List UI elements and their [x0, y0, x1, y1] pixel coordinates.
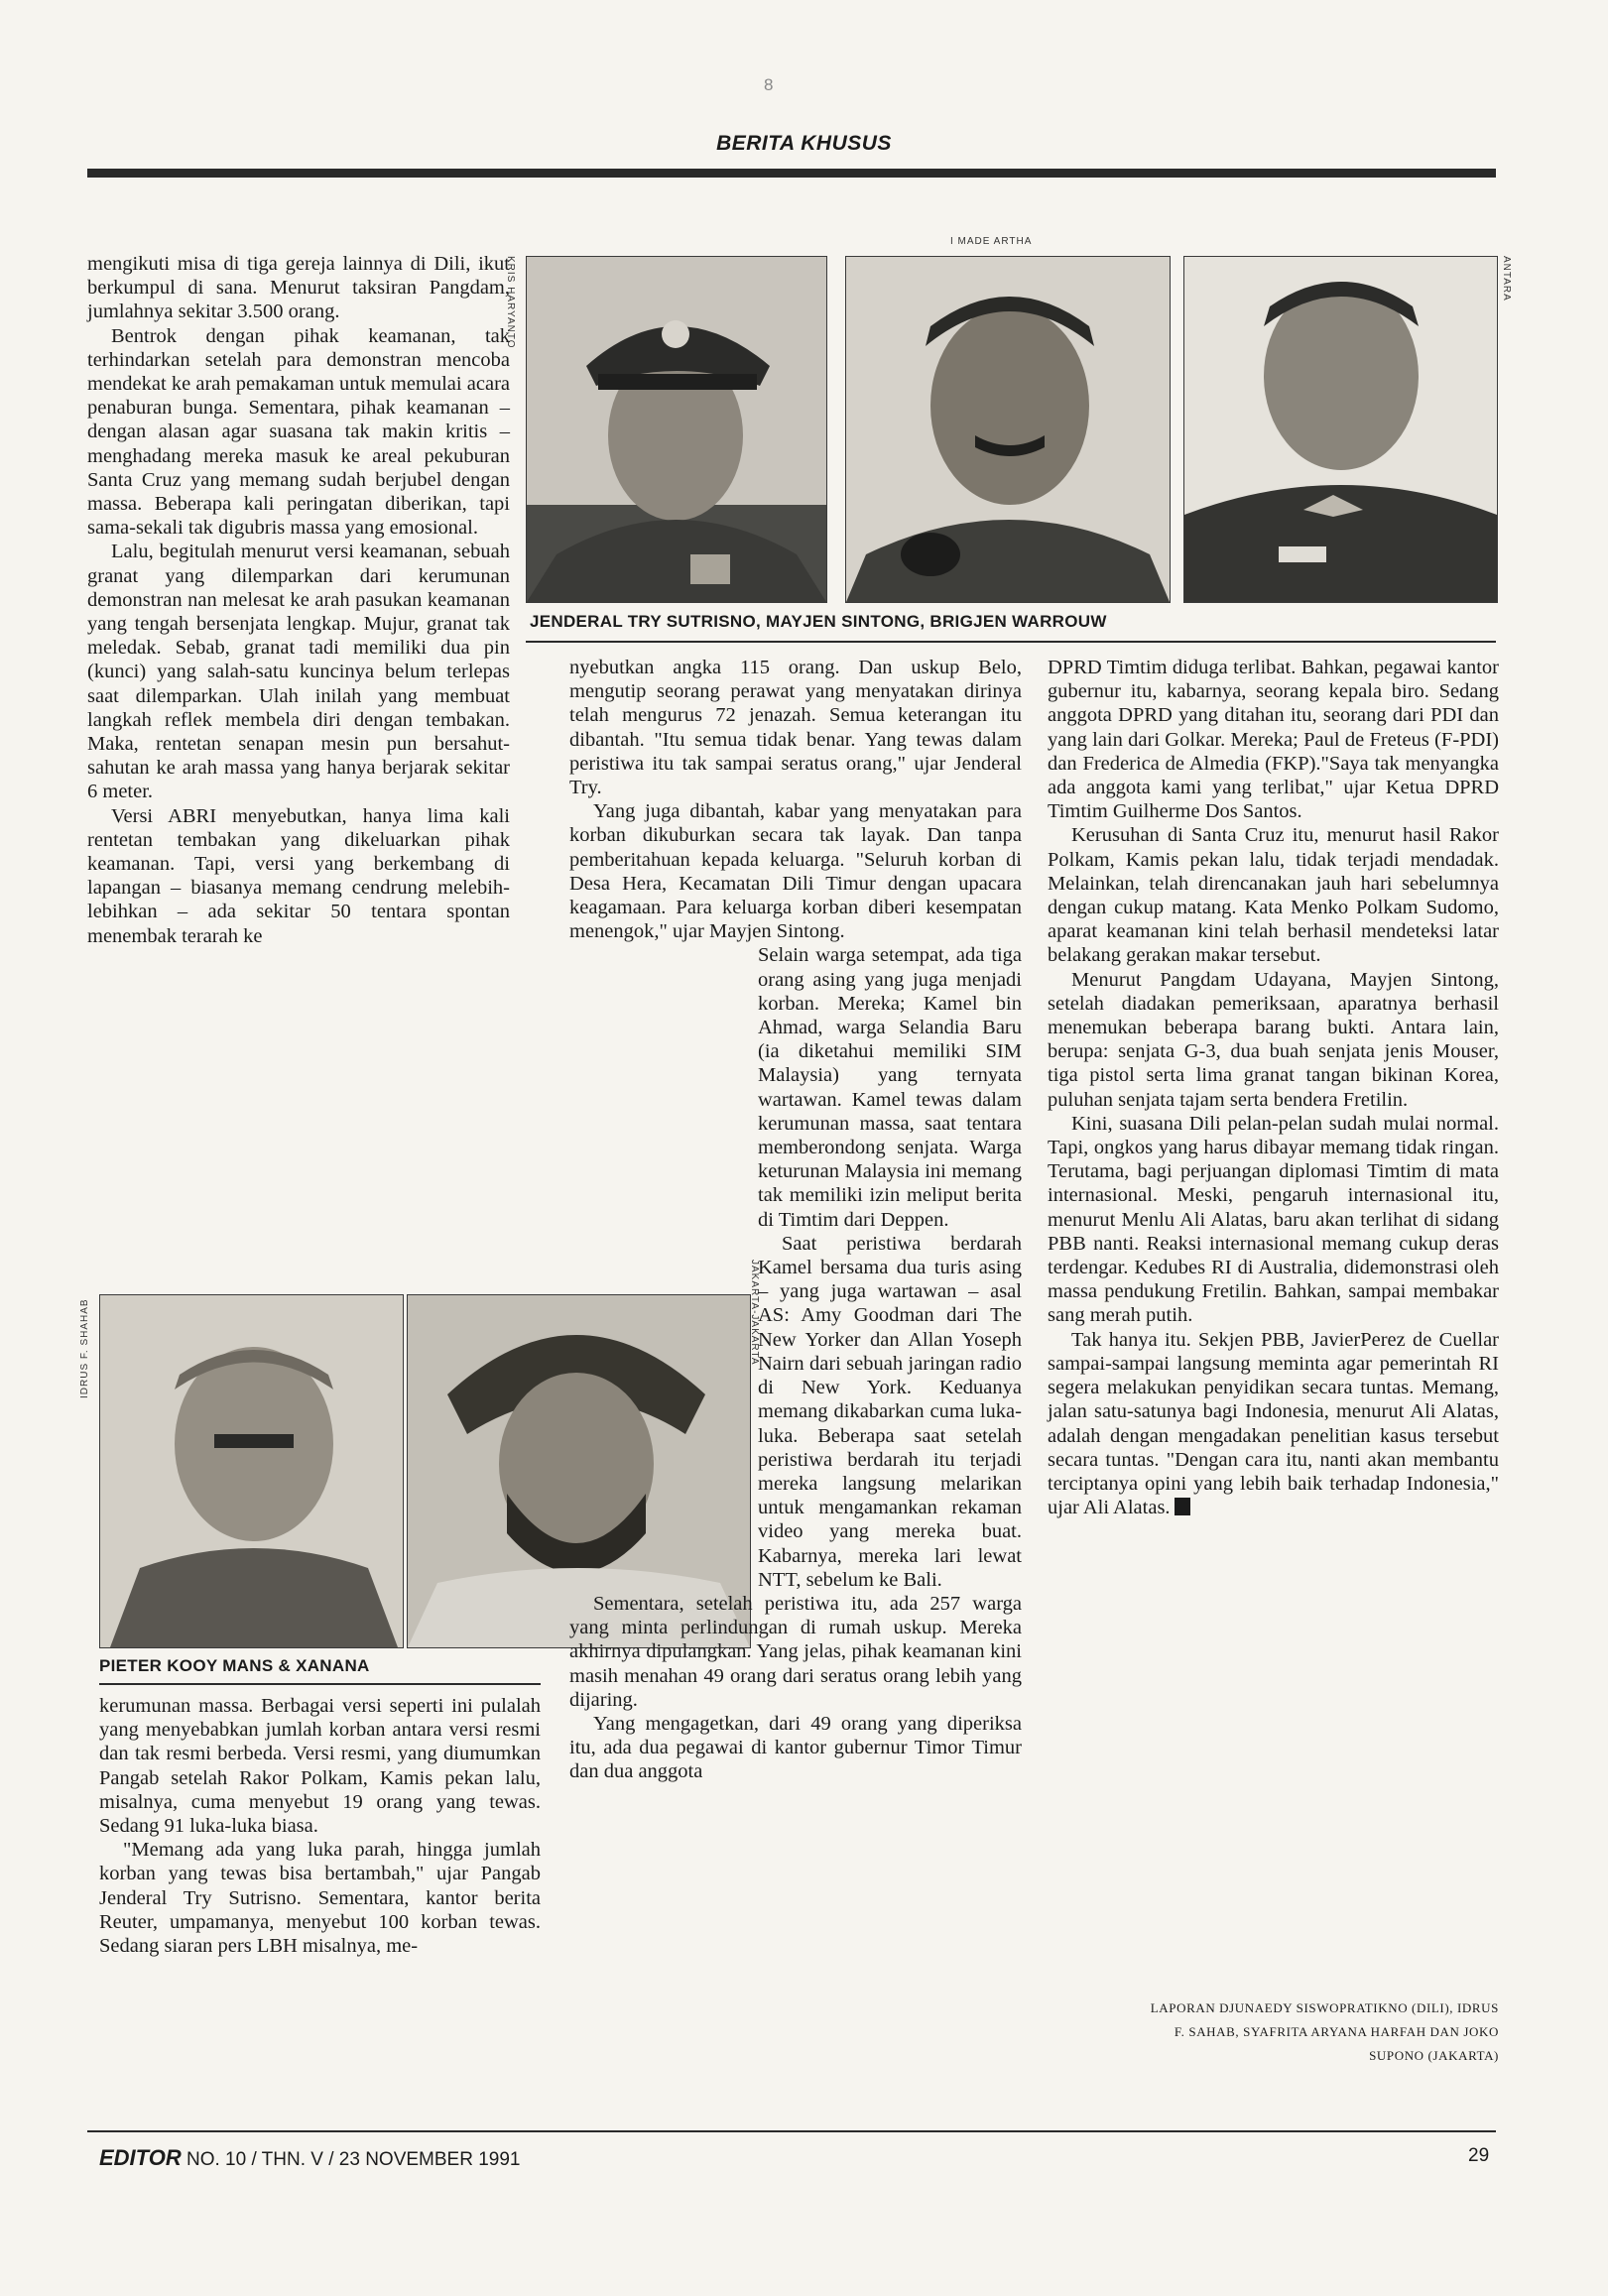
- photo-sintong: [845, 256, 1171, 603]
- photo-credit-idrus-shahab: IDRUS F. SHAHAB: [79, 1298, 90, 1398]
- photo-warrouw: [1183, 256, 1498, 603]
- paragraph: Kerusuhan di Santa Cruz itu, menurut hasil Rakor Polkam, Kamis pekan lalu, tidak terjadi mendadak. Melainkan, telah direncanakan jauh hari sebelumnya dengan cukup matang. Kata Menko Polkam Sudomo, aparat keamanan kini telah berhasil mendeteksi latar belakang gerakan makar tersebut.: [1048, 824, 1499, 967]
- paragraph: Selain warga setempat, ada tiga orang asing yang juga menjadi korban. Mereka; Kamel bin Ahmad, warga Selandia Baru (ia diketahui memiliki SIM Malaysia) yang ternyata wartawan. Kamel tewas dalam kerumunan massa, saat tentara memberondong senjata. Warga keturunan Malaysia ini memang tak memiliki izin meliput berita di Timtim dari Deppen.: [758, 944, 1022, 1231]
- report-credit-line: F. SAHAB, SYAFRITA ARYANA HARFAH DAN JOKO: [1174, 2024, 1499, 2039]
- end-mark-icon: [1175, 1498, 1190, 1515]
- page-mark: 8: [764, 75, 774, 94]
- report-credit: [1048, 1996, 1499, 2068]
- footer-brand: EDITOR: [99, 2145, 182, 2170]
- column-c: [1048, 656, 1499, 1519]
- paragraph: Lalu, begitulah menurut versi keamanan, sebuah granat yang dilemparkan dari kerumunan demonstran nan melesat ke arah pasukan keamanan yang tengah bersenjata lengkap. Mujur, granat tak meledak. Sebab, granat tadi memiliki dua pin (kunci) yang salah-satu kuncinya belum terlepas saat dilemparkan. Ulah inilah yang membuat langkah reflek membela diri dengan tembakan. Maka, rentetan senapan mesin pun bersahut-sahutan ke arah massa yang hanya berjarak sekitar 6 meter.: [87, 541, 510, 803]
- column-a-bottom: [99, 1694, 541, 1958]
- footer-issue: [99, 2145, 521, 2171]
- report-credit-line: LAPORAN DJUNAEDY SISWOPRATIKNO (DILI), IDRUS: [1150, 2000, 1499, 2015]
- paragraph: DPRD Timtim diduga terlibat. Bahkan, pegawai kantor gubernur itu, kabarnya, seorang kepala biro. Sedang anggota DPRD yang ditahan itu, seorang dari PDI dan yang lain dari Golkar. Mereka; Paul de Freteus (F-PDI) dan Frederica de Almedia (FKP)."Saya tak menyangka ada anggota kami yang terlibat," ujar Ketua DPRD Timtim Guilherme Dos Santos.: [1048, 657, 1499, 823]
- portrait-older-man-icon: [100, 1295, 403, 1647]
- paragraph: nyebutkan angka 115 orang. Dan uskup Belo, mengutip seorang perawat yang menyatakan dirinya telah mengurus 72 jenazah. Semua keterangan itu dibantah. "Itu semua tidak benar. Yang tewas dalam peristiwa itu tak sampai seratus orang," ujar Jenderal Try.: [569, 657, 1022, 799]
- paragraph: Yang mengagetkan, dari 49 orang yang diperiksa itu, ada dua pegawai di kantor gubernur Timor Timur dan dua anggota: [569, 1712, 1022, 1783]
- photo-pieter-kooy-mans: [99, 1294, 404, 1648]
- paragraph: "Memang ada yang luka parah, hingga jumlah korban yang tewas bisa bertambah," ujar Pangab Jenderal Try Sutrisno. Sementara, kantor berita Reuter, umpamanya, menyebut 100 korban tewas. Sedang siaran pers LBH misalnya, me-: [99, 1839, 541, 1958]
- portrait-officer-cap-icon: [527, 257, 826, 602]
- column-b: [569, 656, 1022, 1784]
- paragraph: Sementara, setelah peristiwa itu, ada 257 warga yang minta perlindungan di rumah uskup. Mereka akhirnya dipulangkan. Yang jelas, pihak keamanan kini masih menahan 49 orang dari seratus orang lebih yang dijaring.: [569, 1592, 1022, 1711]
- page-number: 29: [1468, 2145, 1490, 2166]
- portrait-officer-beret-icon: [1184, 257, 1497, 602]
- paragraph-last: [1048, 1328, 1499, 1520]
- report-credit-line: SUPONO (JAKARTA): [1369, 2048, 1499, 2063]
- photo-credit-antara: ANTARA: [1501, 256, 1512, 302]
- paragraph-text: Tak hanya itu. Sekjen PBB, JavierPerez de Cuellar sampai-sampai langsung meminta agar pemerintah RI segera melakukan penyidikan secara tuntas. Memang, jalan satu-satunya bagi Indonesia, menurut Ali Alatas, adalah dengan mengadakan penelitian kasus tersebut secara tuntas. "Dengan cara itu, nanti akan membantu terciptanya opini yang lebih baik terhadap Indonesia," ujar Ali Alatas.: [1048, 1328, 1499, 1519]
- paragraph: Versi ABRI menyebutkan, hanya lima kali rentetan tembakan yang dikeluarkan pihak keamanan. Tapi, versi yang berkembang di lapangan – biasanya memang cendrung melebih-lebihkan – ada sekitar 50 tentara spontan menembak terarah ke: [87, 804, 510, 947]
- photo-caption-top: JENDERAL TRY SUTRISNO, MAYJEN SINTONG, BRIGJEN WARROUW: [530, 612, 1107, 631]
- photo-credit-jakarta-jakarta: JAKARTA-JAKARTA: [749, 1260, 760, 1366]
- paragraph: kerumunan massa. Berbagai versi seperti ini pulalah yang menyebabkan jumlah korban antara versi resmi dan tak resmi berbeda. Versi resmi, yang diumumkan Pangab setelah Rakor Polkam, Kamis pekan lalu, misalnya, cuma menyebut 19 orang yang tewas. Sedang 91 luka-luka biasa.: [99, 1695, 541, 1838]
- caption-rule-top: [526, 641, 1496, 643]
- caption-rule-bottom: [99, 1683, 541, 1685]
- photo-credit-kris-haryanto: KRIS HARYANTO: [505, 256, 516, 349]
- header-rule: [87, 169, 1496, 178]
- paragraph: mengikuti misa di tiga gereja lainnya di Dili, ikut berkumpul di sana. Menurut taksiran Pangdam, jumlahnya sekitar 3.500 orang.: [87, 253, 510, 323]
- paragraph: Kini, suasana Dili pelan-pelan sudah mulai normal. Tapi, ongkos yang harus dibayar memang tidak ringan. Terutama, bagi perjuangan diplomasi Timtim di mata internasional. Meski, pengaruh internasional itu, menurut Menlu Ali Alatas, baru akan terlihat di sidang PBB nanti. Reaksi internasional memang cukup deras terdengar. Kedubes RI di Australia, didemonstrasi oleh massa pendukung Fretilin. Bahkan, sampai membakar sang merah putih.: [1048, 1112, 1499, 1327]
- paragraph: Bentrok dengan pihak keamanan, tak terhindarkan setelah para demonstran mencoba mendekat ke arah pemakaman untuk memulai acara penaburan bunga. Sementara, pihak keamanan – dengan alasan agar suasana tak makin kritis – menghadang mereka masuk ke areal pekuburan Santa Cruz yang memang sudah berjubel dengan massa. Beberapa kali peringatan diberikan, tapi sama-sekali tak digubris massa yang emosional.: [87, 324, 510, 540]
- photo-credit-i-made-artha: I MADE ARTHA: [950, 236, 1033, 247]
- photo-try-sutrisno: [526, 256, 827, 603]
- portrait-officer-moustache-icon: [846, 257, 1170, 602]
- footer-issue-text: NO. 10 / THN. V / 23 NOVEMBER 1991: [186, 2149, 521, 2170]
- footer-rule: [87, 2130, 1496, 2132]
- paragraph: Yang juga dibantah, kabar yang menyatakan para korban dikuburkan secara tak layak. Dan tanpa pemberitahuan kepada keluarga. "Seluruh korban di Desa Hera, Kecamatan Dili Timur dengan upacara keagamaan. Para keluarga korban diberi kesempatan menengok," ujar Mayjen Sintong.: [569, 800, 1022, 943]
- photo-caption-bottom: PIETER KOOY MANS & XANANA: [99, 1656, 370, 1675]
- paragraph: Menurut Pangdam Udayana, Mayjen Sintong, setelah diadakan pemeriksaan, aparatnya berhasil menemukan beberapa barang bukti. Antara lain, berupa: senjata G-3, dua buah senjata jenis Mouser, tiga pistol serta lima granat tangan bikinan Korea, puluhan senjata tajam serta bendera Fretilin.: [1048, 968, 1499, 1111]
- column-a-top: [87, 252, 510, 948]
- paragraph: Saat peristiwa berdarah Kamel bersama dua turis asing – yang juga wartawan – asal AS: Amy Goodman dari The New Yorker dan Allan Yoseph Nairn dari sebuah jaringan radio di New York. Keduanya memang dikabarkan cuma luka-luka. Beberapa saat setelah peristiwa berdarah itu terjadi mereka langsung melarikan untuk mengamankan rekaman video yang mereka buat. Kabarnya, mereka lari lewat NTT, sebelum ke Bali.: [758, 1232, 1022, 1591]
- section-kicker: BERITA KHUSUS: [716, 132, 892, 155]
